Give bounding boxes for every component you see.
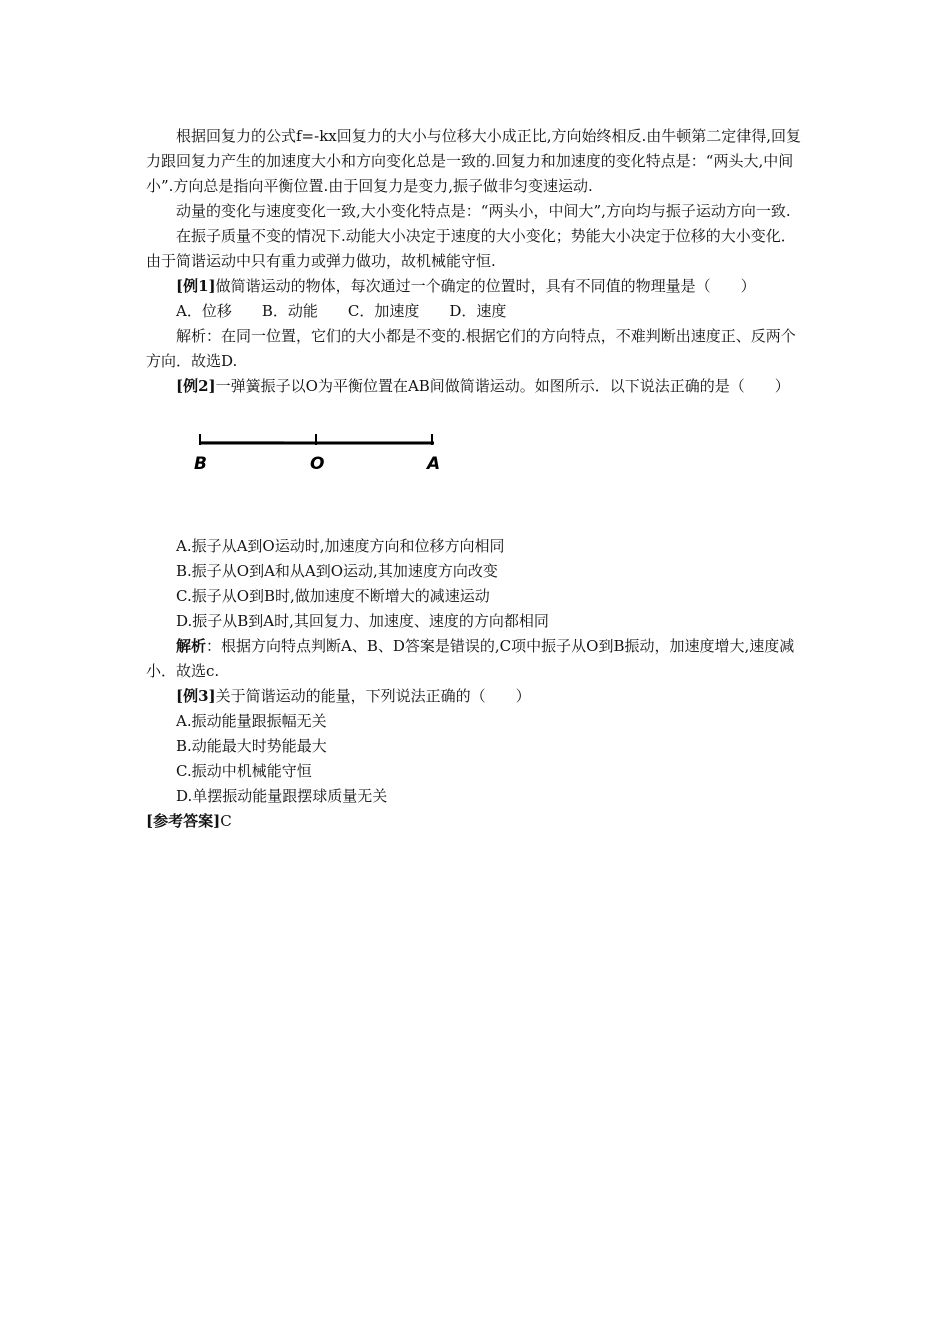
paragraph-restoring-force: 根据回复力的公式f=-kx回复力的大小与位移大小成正比,方向始终相反.由牛顿第二定律得,回复力跟回复力产生的加速度大小和方向变化总是一致的.回复力和加速度的变化特点是：“两头大,中间小”.方向总是指向平衡位置.由于回复力是变力,振子做非匀变速运动. bbox=[146, 127, 802, 195]
reference-answer bbox=[146, 809, 810, 834]
example-2-text: 一弹簧振子以O为平衡位置在AB间做简谐运动。如图所示．以下说法正确的是（ ） bbox=[215, 377, 790, 395]
example-2-analysis-label: 解析 bbox=[176, 637, 207, 655]
reference-answer-value: C bbox=[220, 812, 232, 830]
example-1-tag: [例1] bbox=[176, 277, 216, 295]
example-3-text: 关于简谐运动的能量，下列说法正确的（ ） bbox=[215, 687, 531, 705]
example-2-option-d: D.振子从B到A时,其回复力、加速度、速度的方向都相同 bbox=[176, 612, 549, 630]
example-1-analysis: 解析：在同一位置，它们的大小都是不变的.根据它们的方向特点，不难判断出速度正、反两个方向．故选D. bbox=[146, 327, 796, 370]
axis-diagram bbox=[194, 429, 454, 489]
label-b: B bbox=[194, 454, 207, 474]
example-1-text: 做简谐运动的物体，每次通过一个确定的位置时，具有不同值的物理量是（ ） bbox=[215, 277, 756, 295]
example-3-option-b: B.动能最大时势能最大 bbox=[176, 737, 327, 755]
paragraph-energy: 在振子质量不变的情况下.动能大小决定于速度的大小变化；势能大小决定于位移的大小变化．由于简谐运动中只有重力或弹力做功，故机械能守恒. bbox=[146, 227, 796, 270]
document-body bbox=[146, 124, 810, 834]
example-1-options: A．位移 B．动能 C．加速度 D．速度 bbox=[176, 302, 507, 320]
example-2-analysis-text: ：根据方向特点判断A、B、D答案是错误的,C项中振子从O到B振动，加速度增大,速度减小．故选c. bbox=[146, 637, 795, 680]
example-2-analysis bbox=[146, 634, 810, 684]
spring-oscillator-figure bbox=[146, 414, 810, 514]
example-1-question bbox=[146, 274, 810, 299]
paragraph-momentum: 动量的变化与速度变化一致,大小变化特点是：“两头小，中间大”,方向均与振子运动方向一致. bbox=[176, 202, 791, 220]
example-3-option-a: A.振动能量跟振幅无关 bbox=[176, 712, 327, 730]
example-3-tag: [例3] bbox=[176, 687, 216, 705]
example-2-option-c: C.振子从O到B时,做加速度不断增大的减速运动 bbox=[176, 587, 490, 605]
example-3-question bbox=[146, 684, 810, 709]
example-3-option-d: D.单摆振动能量跟摆球质量无关 bbox=[176, 787, 388, 805]
label-o: O bbox=[310, 454, 325, 474]
label-a: A bbox=[427, 454, 441, 474]
example-3-option-c: C.振动中机械能守恒 bbox=[176, 762, 312, 780]
example-2-option-a: A.振子从A到O运动时,加速度方向和位移方向相同 bbox=[176, 537, 505, 555]
example-2-option-b: B.振子从O到A和从A到O运动,其加速度方向改变 bbox=[176, 562, 498, 580]
example-2-tag: [例2] bbox=[176, 377, 216, 395]
example-2-question bbox=[146, 374, 810, 399]
reference-answer-label: [参考答案] bbox=[146, 812, 221, 830]
